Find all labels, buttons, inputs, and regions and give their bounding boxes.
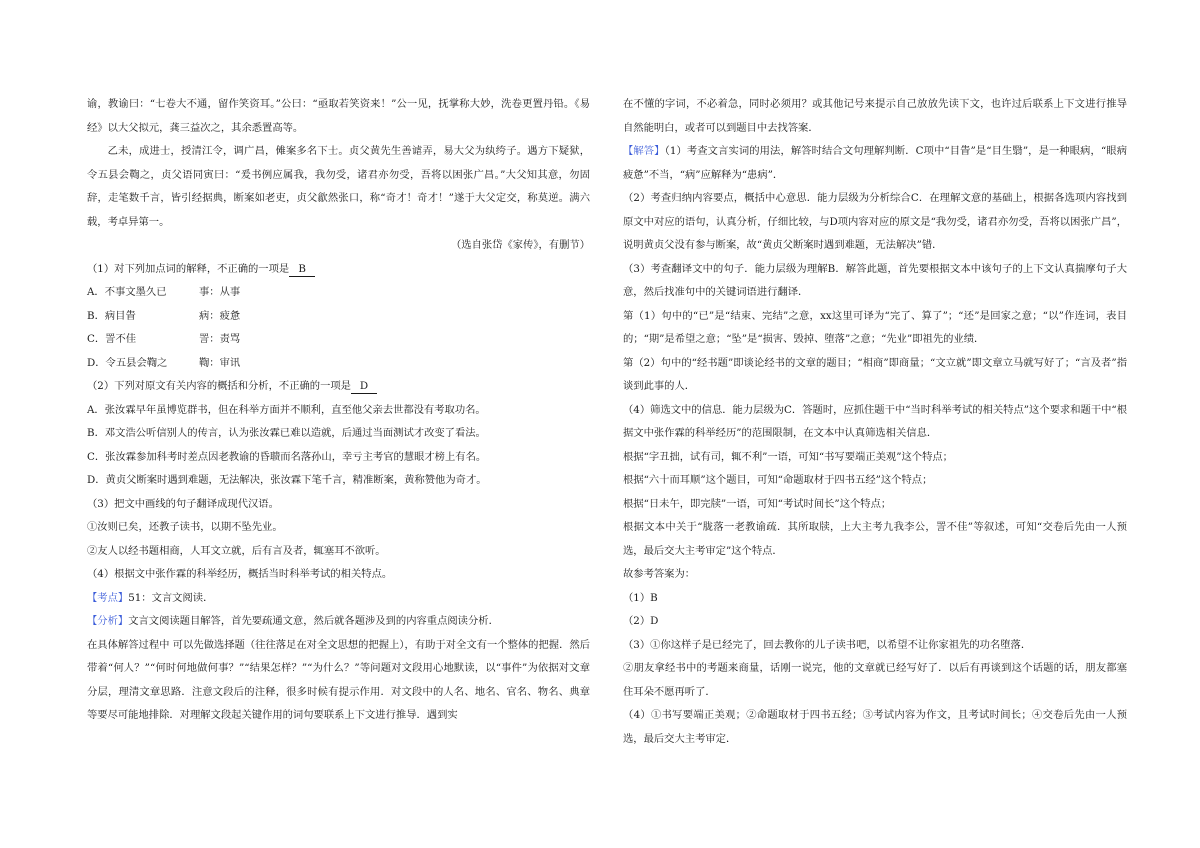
question-2-stem: （2）下列对原文有关内容的概括和分析，不正确的一项是 D: [87, 375, 590, 399]
answer-key-item: （4）①书写要端正美观；②命题取材于四书五经；③考试内容为作文，且考试时间长；④交卷后先由一人预选，最后交大主考审定．: [623, 709, 1127, 745]
answer-key-item: （2）D: [623, 615, 659, 627]
jieda-paragraph: 根据“字丑拙，试有司，辄不利”一语，可知“书写要端正美观”这个特点；: [623, 450, 953, 463]
question-2-option: B．邓文浩公听信别人的传言，认为张汝霖已难以造就，后通过当面测试才改变了看法。: [87, 427, 486, 439]
answer-key-item: （1）B: [623, 591, 658, 604]
jieda-paragraph: 第（2）句中的“经书题”即谈论经书的文章的题目；“相商”即商量；“文立就”即文章立马就写好了；“言及者”指谈到此事的人．: [623, 356, 1127, 392]
passage-source: （选自张岱《家传》，有删节）: [450, 239, 590, 251]
kaodian-tag: 【考点】: [87, 591, 129, 604]
answer-key-item: （3）①你这样子是已经完了，回去教你的儿子读书吧，以希望不让你家祖先的功名堕落．: [623, 638, 1032, 651]
question-2-option: C．张汝霖参加科考时差点因老教谕的昏聩而名落孙山，幸亏主考官的慧眼才榜上有名。: [87, 450, 487, 463]
fenxi-tag: 【分析】: [87, 615, 129, 627]
jieda-paragraph: （4）筛选文中的信息．能力层级为C．答题时，应抓住题干中“当时科举考试的相关特点”这个要求和题干中“根据文中张作霖的科举经历”的范围限制，在文本中认真筛选相关信息．: [623, 403, 1127, 439]
question-3-item: ②友人以经书题相商，人耳文立就，后有言及者，辄塞耳不欲听。: [87, 544, 386, 557]
question-1-option: B．病目眚 病：疲惫: [87, 309, 241, 322]
question-3-item: ①汝则已矣，还教子读书，以期不坠先业。: [87, 521, 283, 533]
jieda-paragraph: 根据“日未午，即完牍”一语，可知“考试时间长”这个特点；: [623, 497, 892, 510]
jieda-tag: 【解答】: [623, 145, 665, 157]
question-1-option: C．詈不佳 詈：责骂: [87, 333, 241, 345]
question-1-option: D．令五县会鞫之 鞫：审讯: [87, 356, 241, 369]
question-2-option: D．黄贞父断案时遇到难题，无法解决，张汝霖下笔千言，精准断案，黄称赞他为奇才。: [87, 474, 487, 486]
passage-paragraph: 乙未，成进士，授清江令，调广昌，傩案多名下士。贞父黄先生善谑弄，易大父为纨绔子。遇方下疑狱，令五县会鞫之，贞父语同寅曰：“爰书例应属我，我勿受，诸君亦勿受，吾将以困张广昌。”大父知其意，勿固辞，走笔数千言，皆引经据典，断案如老吏，贞父歙然张口，称“奇才！奇才！”遂于大父定交，称莫逆。满六载，考卓异第一。: [87, 145, 590, 228]
question-2-option: A．张汝霖早年虽博览群书，但在科举方面并不顺利，直至他父亲去世都没有考取功名。: [87, 403, 486, 416]
jieda-paragraph: （2）考查归纳内容要点，概括中心意思．能力层级为分析综合C．在理解文意的基础上，根据各选项内容找到原文中对应的语句，认真分析，仔细比较，与D项内容对应的原文是“我勿受，诸君亦勿受，吾将以困张广昌”，说明黄贞父没有参与断案，故“黄贞父断案时遇到难题，无法解决”错．: [623, 192, 1127, 251]
right-column: [623, 93, 1127, 751]
fenxi-body: 在具体解答过程中 可以先做选择题（往往落足在对全文思想的把握上），有助于对全文有一个整体的把握．然后带着“何人？”“何时何地做何事？”“结果怎样？”“为什么？”等问题对文段用心地默读，以“事件”为依据对文章分层，理清文章思路．注意文段后的注释，很多时候有提示作用．对文段中的人名、地名、官名、物名、典章等要尽可能地排除．对理解文段起关键作用的词句要联系上下文进行推导．遇到实: [87, 638, 590, 721]
question-1-answer: B: [289, 263, 315, 277]
passage-paragraph: 谕，教谕曰：“七卷大不通，留作笑资耳。”公曰：“亟取若笑资来！”公一见，抚掌称大妙，洗卷更置丹铅。《易经》以大父拟元，龚三益次之，其余悉置高等。: [87, 98, 590, 134]
jieda-section: 【解答】（1）考查文言实词的用法，解答时结合文句理解判断．C项中“目眚”是“目生翳”，是一种眼病，“眼病疲惫”不当，“病”应解释为“患病”．: [623, 145, 1128, 181]
jieda-paragraph: （3）考查翻译文中的句子．能力层级为理解B．解答此题，首先要根据文本中该句子的上下文认真揣摩句子大意，然后找准句中的关键词语进行翻译．: [623, 262, 1127, 298]
kaodian-section: 【考点】51：文言文阅读．: [87, 591, 214, 604]
answer-key-heading: 故参考答案为：: [623, 568, 696, 580]
question-1-stem: （1）对下列加点词的解释，不正确的一项是 B: [87, 258, 590, 282]
left-column: [87, 93, 590, 728]
question-1-option: A．不事文墨久已 事：从事: [87, 286, 241, 298]
jieda-paragraph: 第（1）句中的“已”是“结束、完结”之意，xx这里可译为“完了、算了”；“还”是回家之意；“以”作连词，表目的；“期”是希望之意；“坠”是“损害、毁掉、堕落”之意；“先业”即祖先的业绩．: [623, 309, 1127, 345]
jieda-paragraph: 根据“六十而耳顺”这个题目，可知“命题取材于四书五经”这个特点；: [623, 474, 933, 486]
question-2-answer: D: [351, 380, 377, 394]
answer-key-item: ②朋友拿经书中的考题来商量，话刚一说完，他的文章就已经写好了．以后有再谈到这个话题的话，朋友都塞住耳朵不愿再听了．: [623, 662, 1127, 698]
fenxi-section: 【分析】文言文阅读题目解答，首先要疏通文意，然后就各题涉及到的内容重点阅读分析．: [87, 615, 499, 627]
question-4-stem: （4）根据文中张作霖的科举经历，概括当时科举考试的相关特点。: [87, 568, 393, 580]
fenxi-continued: 在不懂的字词，不必着急，同时必须用？或其他记号来提示自己放放先读下文，也许过后联系上下文进行推导自然能明白，或者可以到题目中去找答案．: [623, 98, 1127, 134]
question-3-stem: （3）把文中画线的句子翻译成现代汉语。: [87, 497, 279, 510]
jieda-paragraph: 根据文本中关于“胧落一老教谕疏．其所取牍，上大主考九我李公，詈不佳”等叙述，可知“交卷后先由一人预选，最后交大主考审定”这个特点．: [623, 521, 1127, 557]
